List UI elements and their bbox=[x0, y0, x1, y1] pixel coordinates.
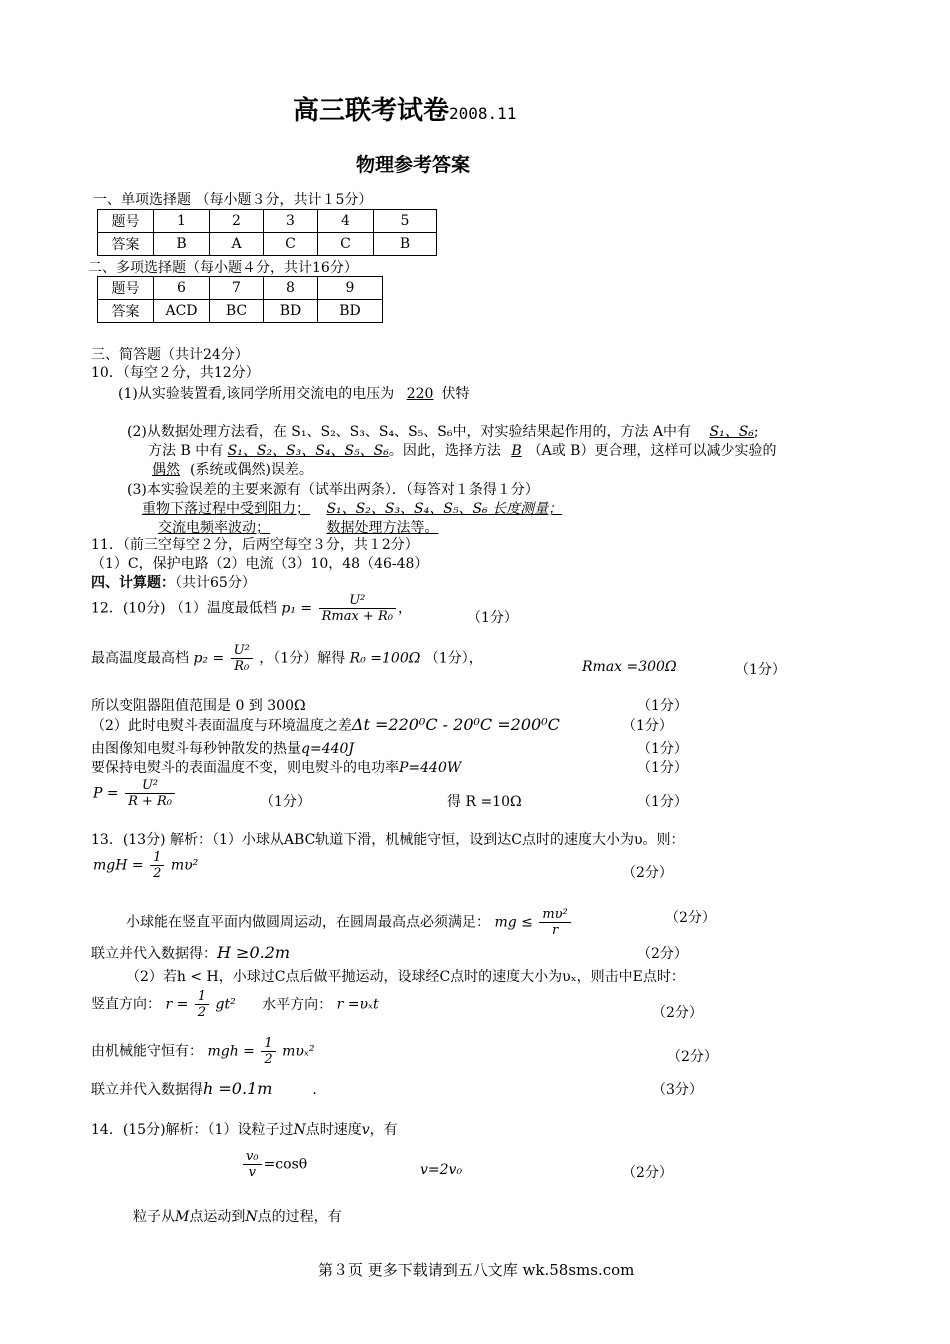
q12-line6 bbox=[91, 757, 461, 777]
q13-condition-lhs: mg ≤ bbox=[494, 914, 533, 931]
fraction-numerator: mυ² bbox=[539, 907, 570, 923]
q10-part2-line3 bbox=[152, 459, 313, 479]
section2-heading: 二、多项选择题（每小题４分，共计16分） bbox=[88, 260, 358, 276]
table-cell: C bbox=[318, 233, 374, 256]
q13-score-2: （2分） bbox=[665, 910, 716, 926]
table-cell: 题号 bbox=[98, 277, 154, 300]
q13-period: . bbox=[312, 1082, 317, 1098]
q12-text-e: （2）此时电熨斗表面温度与环境温度之差 bbox=[91, 718, 352, 734]
q13-line7 bbox=[91, 1036, 314, 1067]
q13-line6 bbox=[91, 989, 379, 1020]
q13-score-3: （2分） bbox=[637, 946, 688, 962]
q13-energy2-fraction bbox=[261, 1036, 275, 1067]
q12-text: 12．(10分) （1）温度最低档 bbox=[91, 600, 277, 617]
table-cell: 6 bbox=[154, 277, 210, 300]
q12-text-g: 要保持电熨斗的表面温度不变，则电熨斗的电功率 bbox=[91, 760, 399, 776]
q12-rmax-result: Rmax =300Ω bbox=[582, 659, 677, 675]
fraction-numerator: U² bbox=[319, 593, 396, 609]
q13-vertical-lhs: r = bbox=[165, 996, 189, 1013]
table-cell: 题号 bbox=[98, 210, 154, 233]
fraction-numerator: 1 bbox=[261, 1036, 275, 1052]
q12-line3: 所以变阻器阻值范围是 0 到 300Ω bbox=[91, 698, 306, 714]
table-cell: ACD bbox=[154, 300, 210, 323]
q12-line2 bbox=[91, 643, 483, 674]
title-date: 2008.11 bbox=[449, 104, 517, 123]
q10-part2-line1: (2)从数据处理方法看，在 S₁、S₂、S₃、S₄、S₅、S₆中，对实验结果起作用的，方法 A中有 S₁、S₆; bbox=[127, 424, 759, 440]
fraction-denominator: r bbox=[551, 923, 559, 938]
table-row bbox=[98, 210, 437, 233]
q14-ratio-fraction bbox=[243, 1149, 262, 1180]
section4-heading-text: 四、计算题： bbox=[91, 575, 175, 591]
section4-heading-note: （共计65分） bbox=[175, 575, 256, 591]
q14-cos-theta: =cosθ bbox=[263, 1156, 308, 1173]
q13-energy-lhs: mgH = bbox=[93, 857, 144, 874]
q12-score-2: （1分） bbox=[735, 662, 786, 678]
q12-score-8: （1分） bbox=[637, 794, 688, 810]
table-cell: 3 bbox=[264, 210, 318, 233]
q11-head: 11．（前三空每空２分，后两空每空３分，共１2分） bbox=[91, 537, 419, 553]
section2-answer-table bbox=[97, 276, 383, 323]
q13-height-result: H ≥0.2m bbox=[217, 943, 291, 962]
q14-velocity: v bbox=[361, 1122, 370, 1138]
q13-condition-fraction bbox=[539, 907, 570, 938]
table-row bbox=[98, 277, 383, 300]
q13-half-fraction bbox=[150, 850, 164, 881]
q12-score-4: （1分） bbox=[622, 718, 673, 734]
q12-power-symbol: P = bbox=[93, 785, 119, 802]
page-subtitle: 物理参考答案 bbox=[356, 154, 471, 176]
q14-text-c: ，有 bbox=[369, 1122, 398, 1138]
q13-line3 bbox=[126, 907, 573, 938]
q12-p1-symbol: p₁ = bbox=[281, 600, 313, 617]
q12-score-3: （1分） bbox=[637, 698, 688, 714]
q14-line1 bbox=[91, 1119, 398, 1139]
section4-heading bbox=[91, 572, 256, 592]
q12-p2-symbol: p₂ = bbox=[193, 650, 225, 667]
q12-p2-fraction bbox=[231, 643, 253, 674]
fraction-denominator: v bbox=[248, 1165, 256, 1180]
q13-score-4: （2分） bbox=[652, 1005, 703, 1021]
q10-part2-text-e: (系统或偶然)误差。 bbox=[190, 462, 313, 478]
q11-answer: （1）C，保护电路（2）电流（3）10，48（46-48） bbox=[91, 556, 429, 572]
fraction-denominator: R + R₀ bbox=[128, 794, 173, 809]
q14-text-e: 点运动到 bbox=[189, 1209, 246, 1225]
table-cell: 5 bbox=[374, 210, 437, 233]
q14-line2 bbox=[241, 1149, 307, 1180]
q10-part3: (3)本实验误差的主要来源有（试举出两条）．（每答对１条得１分） bbox=[127, 482, 539, 498]
q14-text: 14．(15分)解析：（1）设粒子过 bbox=[91, 1122, 294, 1138]
q10-part1-text: (1)从实验装置看,该同学所用交流电的电压为 bbox=[118, 386, 395, 402]
q13-text-c: 联立并代入数据得： bbox=[91, 946, 217, 962]
q13-line4 bbox=[91, 943, 290, 963]
q10-head: 10．（每空２分，共12分） bbox=[91, 365, 260, 381]
fraction-denominator: R₀ bbox=[234, 659, 250, 674]
q10-part2-answer-a: S₁、S₆ bbox=[709, 424, 754, 440]
section3-heading: 三、简答题（共计24分） bbox=[91, 347, 249, 363]
q13-horizontal-formula: r =υₓt bbox=[336, 996, 379, 1013]
q10-part2-text-b: 方法 B 中有 bbox=[148, 443, 224, 459]
q13-horizontal-label: 水平方向： bbox=[262, 996, 333, 1013]
q13-energy-rhs: mυ² bbox=[170, 857, 199, 874]
q12-heat-value: q=440J bbox=[301, 741, 355, 757]
q12-line4 bbox=[91, 715, 560, 735]
q13-text-b: 小球能在竖直平面内做圆周运动，在圆周最高点必须满足： bbox=[126, 914, 490, 931]
q14-line3 bbox=[133, 1206, 342, 1226]
table-cell: 7 bbox=[210, 277, 264, 300]
table-cell: 1 bbox=[154, 210, 210, 233]
q10-part2-answer-error: 偶然 bbox=[152, 462, 180, 478]
q12-score-5: （1分） bbox=[637, 741, 688, 757]
q10-part2-answer-method: B bbox=[511, 443, 522, 459]
fraction-numerator: U² bbox=[125, 778, 175, 794]
q12-text-b: 最高温度最高档 bbox=[91, 650, 189, 667]
q10-part1-answer: 220 bbox=[406, 386, 434, 402]
q10-part2-text: (2)从数据处理方法看，在 S₁、S₂、S₃、S₄、S₅、S₆中，对实验结果起作用的，方法 A中有 bbox=[127, 424, 692, 440]
fraction-numerator: v₀ bbox=[243, 1149, 262, 1165]
q14-text-b: 点时速度 bbox=[305, 1122, 362, 1138]
table-cell: 9 bbox=[318, 277, 383, 300]
q10-part3-answer-1: 重物下落过程中受到阻力； bbox=[142, 501, 310, 517]
q10-part1-unit: 伏特 bbox=[441, 386, 470, 402]
q12-power-value: P=440W bbox=[399, 760, 462, 776]
q13-score-6: （3分） bbox=[652, 1082, 703, 1098]
table-cell: A bbox=[210, 233, 264, 256]
q13-h-result: h =0.1m bbox=[203, 1079, 273, 1098]
table-row bbox=[98, 233, 437, 256]
table-cell: 答案 bbox=[98, 233, 154, 256]
table-cell: BD bbox=[264, 300, 318, 323]
q13-energy2-rhs: mυₓ² bbox=[282, 1043, 315, 1060]
section1-answer-table bbox=[97, 209, 437, 256]
q10-part3-answer-2: S₁、S₂、S₃、S₄、S₅、S₆ 长度测量； bbox=[326, 501, 563, 517]
page-title bbox=[293, 90, 516, 127]
q12-line5 bbox=[91, 738, 354, 758]
q12-text-c: ，（1分）解得 bbox=[259, 650, 346, 667]
q14-score-1: （2分） bbox=[622, 1165, 673, 1181]
q13-vertical-fraction bbox=[195, 989, 209, 1020]
page-footer: 第３页 更多下载请到五八文库 wk.58sms.com bbox=[318, 1261, 635, 1279]
q10-part1 bbox=[118, 383, 469, 403]
title-text: 高三联考试卷 bbox=[293, 96, 450, 126]
q14-text-d: 粒子从 bbox=[133, 1209, 175, 1225]
section1-heading: 一、单项选择题 （每小题３分，共计１5分） bbox=[93, 192, 373, 208]
q13-line5: （2）若h < H，小球过C点后做平抛运动，设球经C点时的速度大小为υₓ，则击中E点时： bbox=[126, 969, 685, 985]
fraction-numerator: 1 bbox=[150, 850, 164, 866]
fraction-numerator: 1 bbox=[195, 989, 209, 1005]
q14-point-n-2: N bbox=[245, 1209, 258, 1225]
q12-p1-fraction bbox=[319, 593, 396, 624]
table-cell: BC bbox=[210, 300, 264, 323]
q13-vertical-rhs: gt² bbox=[215, 996, 236, 1013]
table-cell: 8 bbox=[264, 277, 318, 300]
q14-velocity-result: v=2v₀ bbox=[420, 1162, 463, 1178]
q10-part3-answers-line1 bbox=[142, 498, 562, 518]
q13-line2 bbox=[93, 850, 198, 881]
q12-score-6: （1分） bbox=[637, 760, 688, 776]
q12-line7 bbox=[93, 778, 177, 809]
q12-resistance-result: 得 R =10Ω bbox=[447, 794, 522, 810]
q10-part2-answer-b: S₁、S₂、S₃、S₄、S₅、S₆ bbox=[227, 443, 389, 459]
table-row bbox=[98, 300, 383, 323]
table-cell: B bbox=[154, 233, 210, 256]
fraction-denominator: 2 bbox=[197, 1005, 207, 1020]
fraction-numerator: U² bbox=[231, 643, 253, 659]
q12-temperature-formula: Δt =220⁰C - 20⁰C =200⁰C bbox=[351, 715, 560, 734]
table-cell: C bbox=[264, 233, 318, 256]
q12-score-1: （1分） bbox=[467, 610, 518, 626]
table-cell: BD bbox=[318, 300, 383, 323]
q12-power-fraction bbox=[125, 778, 175, 809]
fraction-denominator: 2 bbox=[153, 866, 162, 881]
q12-text-d: （1分）， bbox=[424, 650, 483, 667]
q12-score-7: （1分） bbox=[260, 794, 311, 810]
fraction-denominator: 2 bbox=[264, 1052, 273, 1067]
q13-text-d: 联立并代入数据得 bbox=[91, 1082, 203, 1098]
q13-energy2-lhs: mgh = bbox=[207, 1043, 255, 1060]
q12-r0-result: R₀ =100Ω bbox=[349, 650, 421, 667]
q14-point-m: M bbox=[175, 1209, 190, 1225]
q13-vertical-label: 竖直方向： bbox=[91, 996, 161, 1013]
q14-point-n: N bbox=[293, 1122, 306, 1138]
table-cell: 2 bbox=[210, 210, 264, 233]
q13-score-5: （2分） bbox=[667, 1049, 718, 1065]
table-cell: 答案 bbox=[98, 300, 154, 323]
q10-part3-answer-4: 数据处理方法等。 bbox=[326, 520, 439, 536]
q10-part2-line2 bbox=[148, 440, 776, 460]
table-cell: 4 bbox=[318, 210, 374, 233]
table-cell: B bbox=[374, 233, 437, 256]
q13-line1: 13．(13分) 解析：（1）小球从ABC轨道下滑，机械能守恒，设到达C点时的速度大小为υ。则： bbox=[91, 832, 685, 848]
q13-energy-label: 由机械能守恒有： bbox=[91, 1043, 203, 1060]
q12-line1: 12．(10分) （1）温度最低档 p₁ = $\frac{\text{U²}}{\text{Rmax + R₀}}$ ， bbox=[91, 593, 412, 624]
q10-part2-text-d: （A或 B）更合理，这样可以减少实验的 bbox=[527, 443, 777, 459]
q10-part3-answer-3: 交流电频率波动； bbox=[158, 520, 270, 536]
q10-part2-text-c: 。因此，选择方法 bbox=[388, 443, 501, 459]
q12-text-f: 由图像知电熨斗每秒钟散发的热量 bbox=[91, 741, 301, 757]
fraction-denominator: Rmax + R₀ bbox=[321, 609, 393, 624]
q13-line8 bbox=[91, 1079, 317, 1099]
q14-text-f: 点的过程，有 bbox=[257, 1209, 342, 1225]
q13-score-1: （2分） bbox=[622, 865, 673, 881]
